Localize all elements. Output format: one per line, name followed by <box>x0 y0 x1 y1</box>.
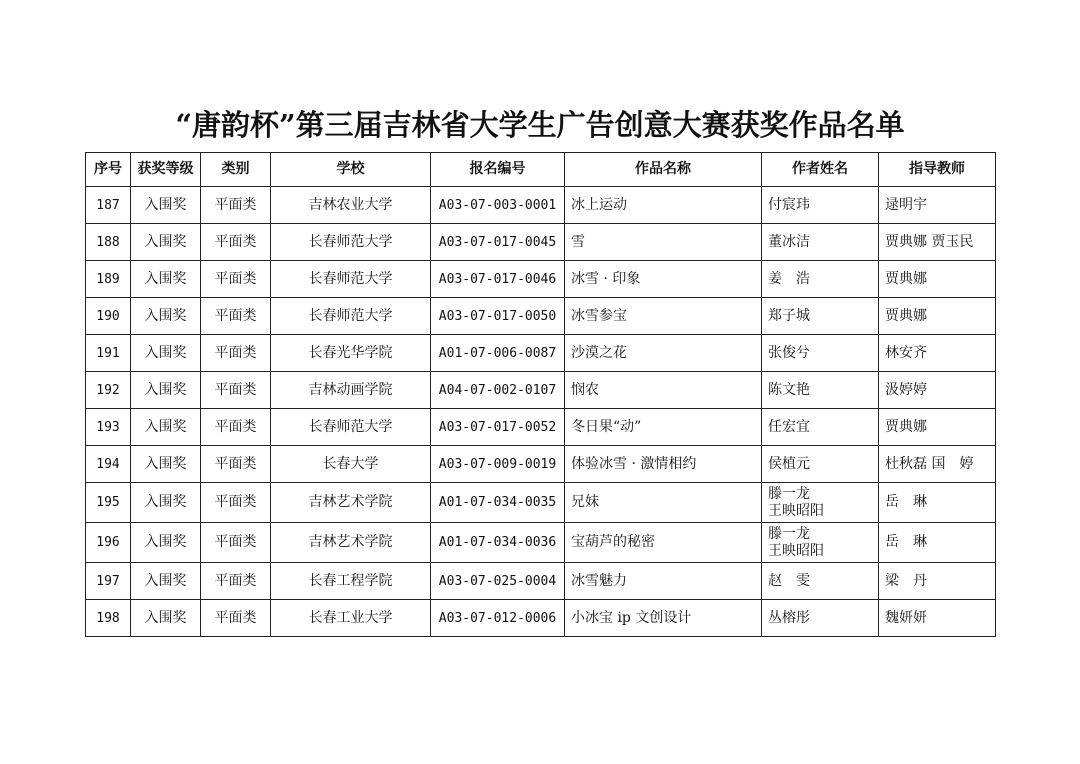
cell-category: 平面类 <box>201 372 271 409</box>
cell-authors <box>762 224 879 261</box>
cell-no: 197 <box>86 563 131 600</box>
cell-category: 平面类 <box>201 446 271 483</box>
cell-school: 吉林艺术学院 <box>271 483 431 523</box>
table-row <box>86 261 996 298</box>
cell-no: 196 <box>86 523 131 563</box>
author-name: 姜 浩 <box>768 270 810 287</box>
cell-work: 冰雪 · 印象 <box>565 261 762 298</box>
cell-category: 平面类 <box>201 600 271 637</box>
cell-no: 191 <box>86 335 131 372</box>
cell-authors <box>762 483 879 523</box>
cell-authors <box>762 298 879 335</box>
cell-code: A01-07-034-0036 <box>431 523 565 563</box>
cell-authors <box>762 563 879 600</box>
cell-authors <box>762 187 879 224</box>
table-row <box>86 372 996 409</box>
cell-level: 入围奖 <box>131 224 201 261</box>
cell-teacher: 岳 琳 <box>879 523 996 563</box>
cell-authors <box>762 600 879 637</box>
cell-code: A01-07-034-0035 <box>431 483 565 523</box>
table-row <box>86 187 996 224</box>
column-header-code: 报名编号 <box>431 153 565 187</box>
column-header-category: 类别 <box>201 153 271 187</box>
cell-no: 192 <box>86 372 131 409</box>
cell-no: 198 <box>86 600 131 637</box>
cell-no: 187 <box>86 187 131 224</box>
cell-authors <box>762 372 879 409</box>
cell-school: 长春工程学院 <box>271 563 431 600</box>
cell-no: 190 <box>86 298 131 335</box>
cell-code: A03-07-017-0050 <box>431 298 565 335</box>
cell-work: 沙漠之花 <box>565 335 762 372</box>
cell-work: 小冰宝 ip 文创设计 <box>565 600 762 637</box>
author-name: 滕一龙 <box>768 485 810 502</box>
cell-no: 193 <box>86 409 131 446</box>
author-name: 赵 雯 <box>768 572 810 589</box>
table-row <box>86 298 996 335</box>
cell-code: A01-07-006-0087 <box>431 335 565 372</box>
cell-level: 入围奖 <box>131 372 201 409</box>
column-header-school: 学校 <box>271 153 431 187</box>
author-name: 丛榕彤 <box>768 609 810 626</box>
author-name: 郑子城 <box>768 307 810 324</box>
cell-teacher: 岳 琳 <box>879 483 996 523</box>
author-name: 陈文艳 <box>768 381 810 398</box>
cell-level: 入围奖 <box>131 483 201 523</box>
cell-work: 冬日果“动” <box>565 409 762 446</box>
author-name: 张俊兮 <box>768 344 810 361</box>
cell-teacher: 贾典娜 贾玉民 <box>879 224 996 261</box>
cell-teacher: 贾典娜 <box>879 261 996 298</box>
cell-category: 平面类 <box>201 224 271 261</box>
column-header-work: 作品名称 <box>565 153 762 187</box>
cell-teacher: 梁 丹 <box>879 563 996 600</box>
cell-work: 宝葫芦的秘密 <box>565 523 762 563</box>
table-row <box>86 409 996 446</box>
cell-authors <box>762 523 879 563</box>
author-name: 王映昭阳 <box>768 502 824 519</box>
cell-authors <box>762 409 879 446</box>
cell-no: 194 <box>86 446 131 483</box>
cell-category: 平面类 <box>201 483 271 523</box>
cell-level: 入围奖 <box>131 261 201 298</box>
author-name: 王映昭阳 <box>768 542 824 559</box>
page-title: “唐韵杯”第三届吉林省大学生广告创意大赛获奖作品名单 <box>175 108 905 142</box>
author-name: 董冰洁 <box>768 233 810 250</box>
cell-code: A04-07-002-0107 <box>431 372 565 409</box>
author-name: 任宏宜 <box>768 418 810 435</box>
cell-category: 平面类 <box>201 409 271 446</box>
table-row <box>86 446 996 483</box>
table-body <box>86 187 996 637</box>
table-row <box>86 335 996 372</box>
cell-level: 入围奖 <box>131 409 201 446</box>
cell-school: 吉林农业大学 <box>271 187 431 224</box>
cell-teacher: 逯明宇 <box>879 187 996 224</box>
cell-code: A03-07-017-0046 <box>431 261 565 298</box>
cell-level: 入围奖 <box>131 600 201 637</box>
cell-teacher: 杜秋磊 国 婷 <box>879 446 996 483</box>
award-table <box>85 152 996 637</box>
cell-code: A03-07-017-0052 <box>431 409 565 446</box>
cell-code: A03-07-003-0001 <box>431 187 565 224</box>
cell-school: 长春师范大学 <box>271 298 431 335</box>
cell-authors <box>762 335 879 372</box>
cell-authors <box>762 446 879 483</box>
cell-level: 入围奖 <box>131 187 201 224</box>
cell-work: 雪 <box>565 224 762 261</box>
cell-level: 入围奖 <box>131 335 201 372</box>
cell-teacher: 林安齐 <box>879 335 996 372</box>
cell-category: 平面类 <box>201 298 271 335</box>
column-header-teacher: 指导教师 <box>879 153 996 187</box>
author-name: 滕一龙 <box>768 525 810 542</box>
cell-no: 188 <box>86 224 131 261</box>
cell-school: 长春光华学院 <box>271 335 431 372</box>
cell-code: A03-07-012-0006 <box>431 600 565 637</box>
cell-code: A03-07-017-0045 <box>431 224 565 261</box>
author-name: 侯植元 <box>768 455 810 472</box>
column-header-level: 获奖等级 <box>131 153 201 187</box>
cell-work: 兄妹 <box>565 483 762 523</box>
cell-code: A03-07-009-0019 <box>431 446 565 483</box>
table-row <box>86 563 996 600</box>
column-header-no: 序号 <box>86 153 131 187</box>
cell-category: 平面类 <box>201 523 271 563</box>
cell-category: 平面类 <box>201 261 271 298</box>
author-name: 付宸玮 <box>768 196 810 213</box>
cell-work: 体验冰雪 · 激情相约 <box>565 446 762 483</box>
cell-school: 吉林动画学院 <box>271 372 431 409</box>
cell-category: 平面类 <box>201 187 271 224</box>
table-row <box>86 523 996 563</box>
cell-no: 195 <box>86 483 131 523</box>
cell-work: 冰雪魅力 <box>565 563 762 600</box>
table-header-row <box>86 153 996 187</box>
table-row <box>86 224 996 261</box>
cell-level: 入围奖 <box>131 563 201 600</box>
cell-work: 冰上运动 <box>565 187 762 224</box>
cell-school: 长春师范大学 <box>271 409 431 446</box>
cell-level: 入围奖 <box>131 446 201 483</box>
cell-work: 悯农 <box>565 372 762 409</box>
cell-code: A03-07-025-0004 <box>431 563 565 600</box>
cell-school: 吉林艺术学院 <box>271 523 431 563</box>
cell-level: 入围奖 <box>131 523 201 563</box>
cell-level: 入围奖 <box>131 298 201 335</box>
column-header-authors: 作者姓名 <box>762 153 879 187</box>
cell-authors <box>762 261 879 298</box>
cell-teacher: 贾典娜 <box>879 409 996 446</box>
cell-work: 冰雪参宝 <box>565 298 762 335</box>
cell-school: 长春师范大学 <box>271 261 431 298</box>
cell-teacher: 贾典娜 <box>879 298 996 335</box>
cell-category: 平面类 <box>201 335 271 372</box>
cell-school: 长春师范大学 <box>271 224 431 261</box>
table-row <box>86 600 996 637</box>
cell-category: 平面类 <box>201 563 271 600</box>
cell-school: 长春工业大学 <box>271 600 431 637</box>
cell-teacher: 汲婷婷 <box>879 372 996 409</box>
cell-no: 189 <box>86 261 131 298</box>
cell-school: 长春大学 <box>271 446 431 483</box>
cell-teacher: 魏妍妍 <box>879 600 996 637</box>
table-row <box>86 483 996 523</box>
